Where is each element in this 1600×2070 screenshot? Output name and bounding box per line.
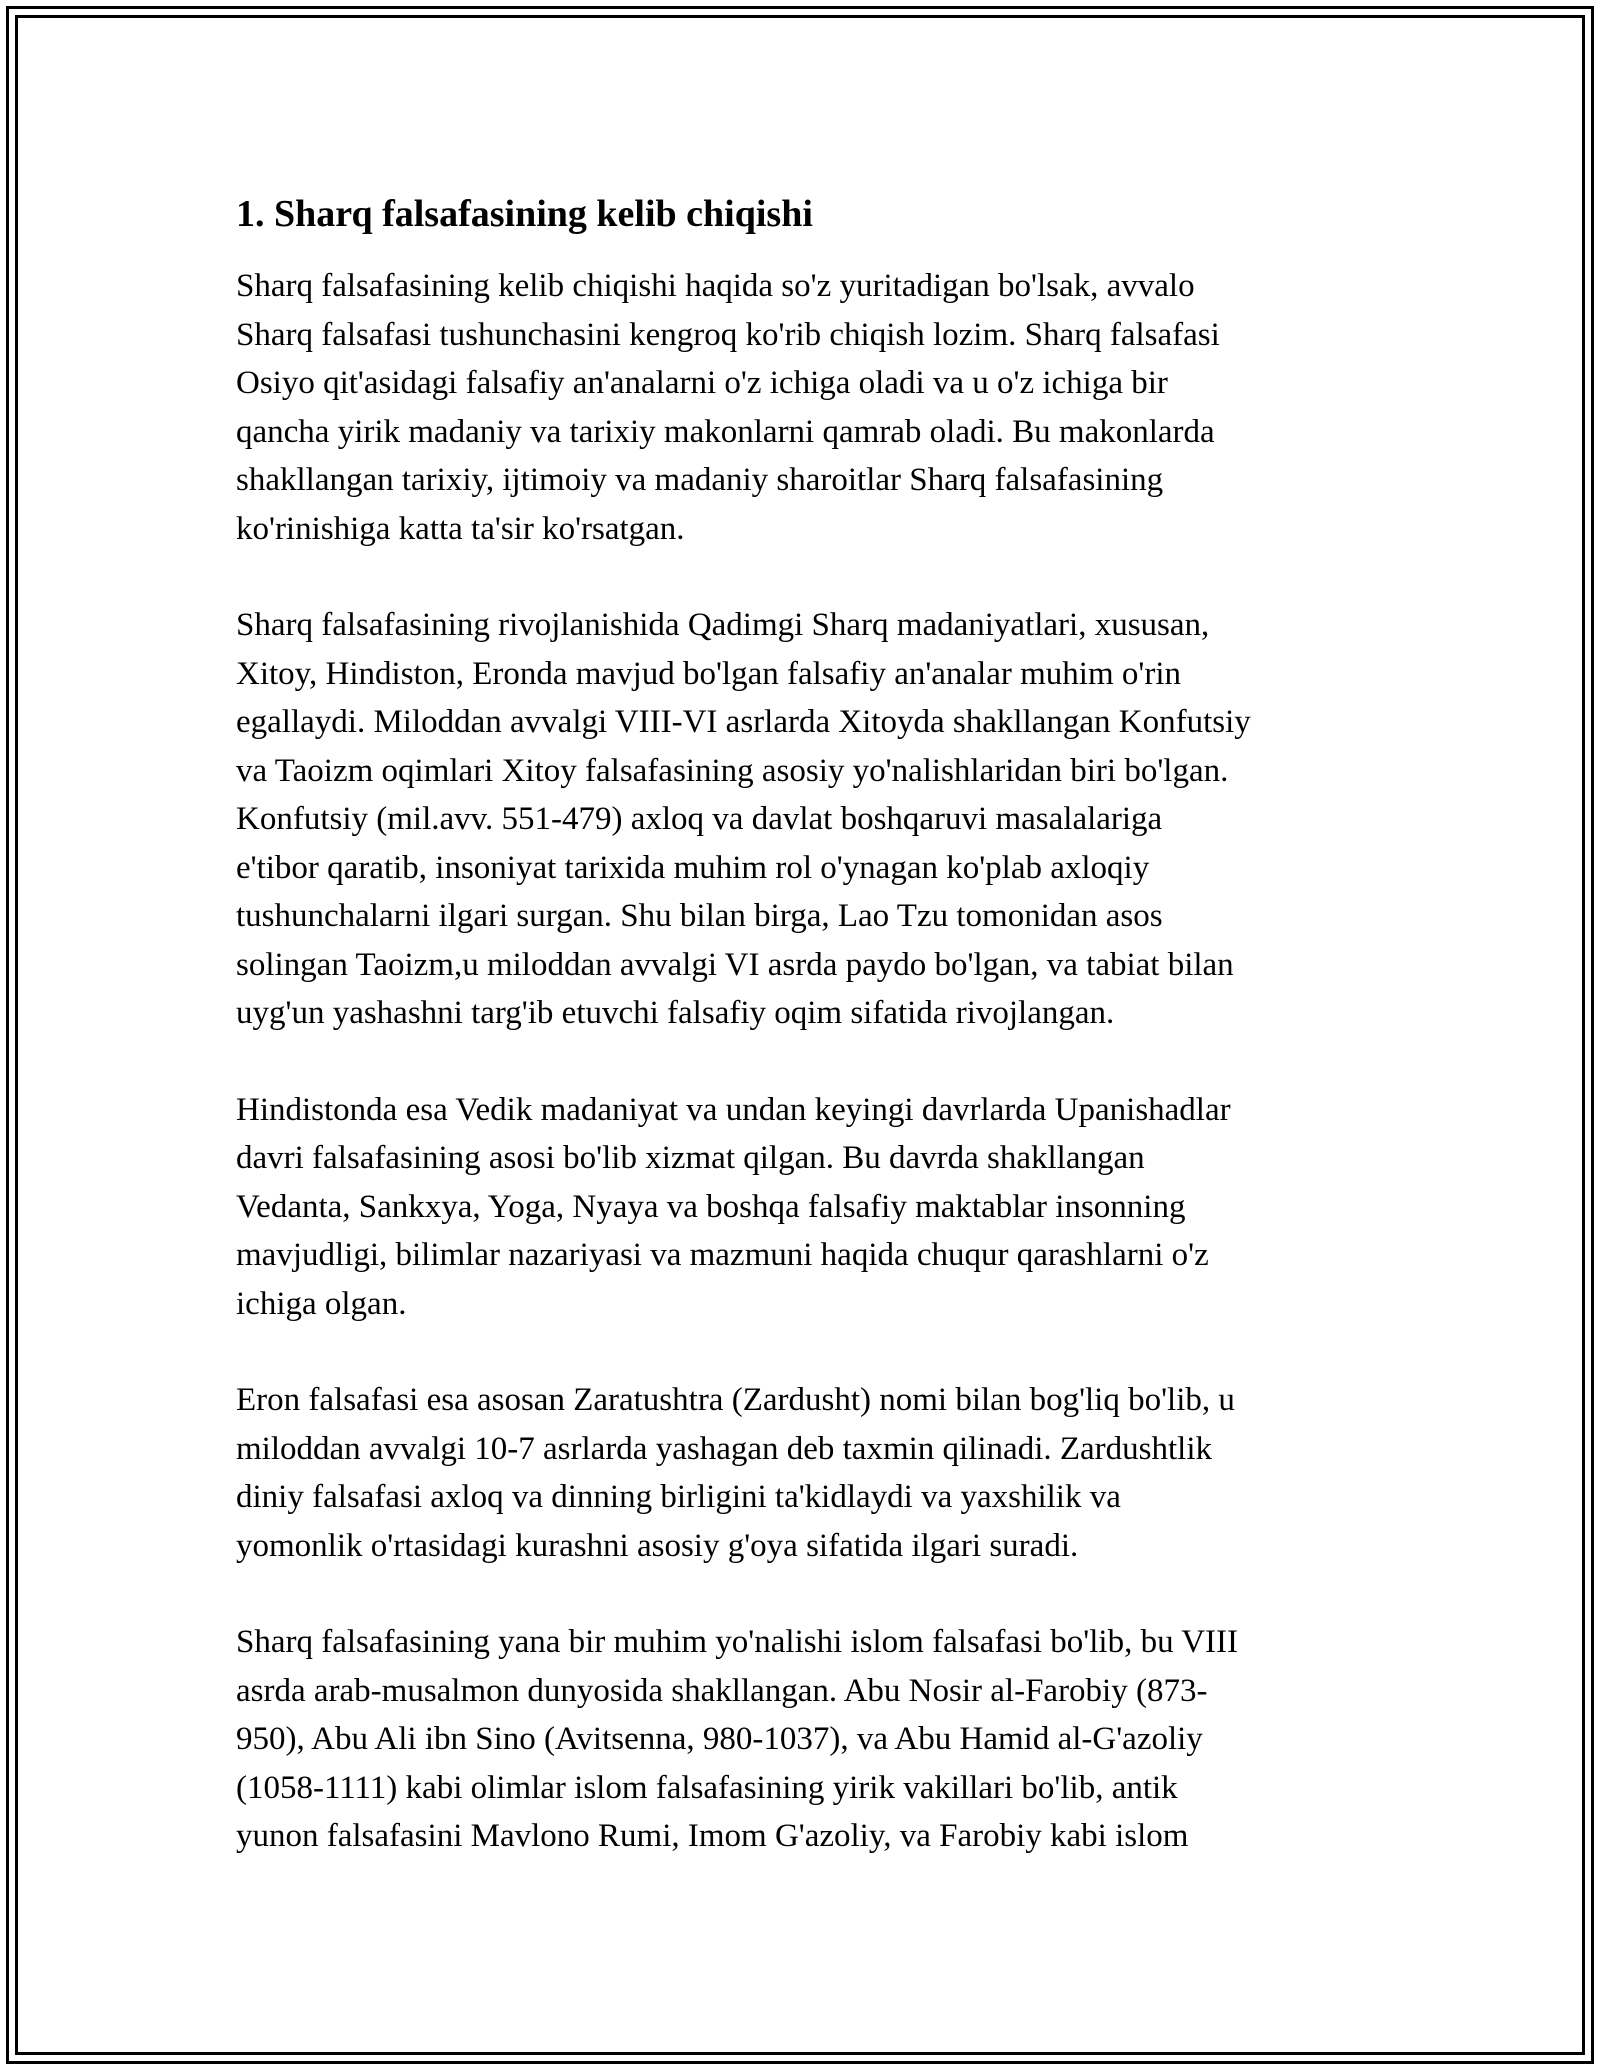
paragraph-iran: Eron falsafasi esa asosan Zaratushtra (Zardusht) nomi bilan bog'liq bo'lib, u miloddan avvalgi 10-7 asrlarda yashagan deb taxmin qilinadi. Zardushtlik diniy falsafasi axloq va dinning birligini ta'kidlaydi va yaxshilik va yomonlik o'rtasidagi kurashni asosiy g'oya sifatida ilgari suradi. (236, 1382, 1235, 1564)
section-heading: 1. Sharq falsafasining kelib chiqishi (236, 193, 813, 235)
document-body (236, 186, 1376, 1909)
paragraph-china: Sharq falsafasining rivojlanishida Qadimgi Sharq madaniyatlari, xususan, Xitoy, Hindiston, Eronda mavjud bo'lgan falsafiy an'analar muhim o'rin egallaydi. Miloddan avvalgi VIII-VI asrlarda Xitoyda shakllangan Konfutsiy va Taoizm oqimlari Xitoy falsafasining asosiy yo'nalishlaridan biri bo'lgan. Konfutsiy (mil.avv. 551-479) axloq va davlat boshqaruvi masalalariga e'tibor qaratib, insoniyat tarixida muhim rol o'ynagan ko'plab axloqiy tushunchalarni ilgari surgan. Shu bilan birga, Lao Tzu tomonidan asos solingan Taoizm,u miloddan avvalgi VI asrda paydo bo'lgan, va tabiat bilan uyg'un yashashni targ'ib etuvchi falsafiy oqim sifatida rivojlangan. (236, 607, 1251, 1031)
paragraph-intro: Sharq falsafasining kelib chiqishi haqida so'z yuritadigan bo'lsak, avvalo Sharq falsafasi tushunchasini kengroq ko'rib chiqish lozim. Sharq falsafasi Osiyo qit'asidagi falsafiy an'analarni o'z ichiga oladi va u o'z ichiga bir qancha yirik madaniy va tarixiy makonlarni qamrab oladi. Bu makonlarda shakllangan tarixiy, ijtimoiy va madaniy sharoitlar Sharq falsafasining ko'rinishiga katta ta'sir ko'rsatgan. (236, 268, 1220, 547)
paragraph-islam: Sharq falsafasining yana bir muhim yo'nalishi islom falsafasi bo'lib, bu VIII asrda arab-musalmon dunyosida shakllangan. Abu Nosir al-Farobiy (873- 950), Abu Ali ibn Sino (Avitsenna, 980-1037), va Abu Hamid al-G'azoliy (1058-1111) kabi olimlar islom falsafasining yirik vakillari bo'lib, antik yunon falsafasini Mavlono Rumi, Imom G'azoliy, va Farobiy kabi islom (236, 1624, 1239, 1854)
paragraph-india: Hindistonda esa Vedik madaniyat va undan keyingi davrlarda Upanishadlar davri falsafasining asosi bo'lib xizmat qilgan. Bu davrda shakllangan Vedanta, Sankxya, Yoga, Nyaya va boshqa falsafiy maktablar insonning mavjudligi, bilimlar nazariyasi va mazmuni haqida chuqur qarashlarni o'z ichiga olgan. (236, 1091, 1231, 1322)
